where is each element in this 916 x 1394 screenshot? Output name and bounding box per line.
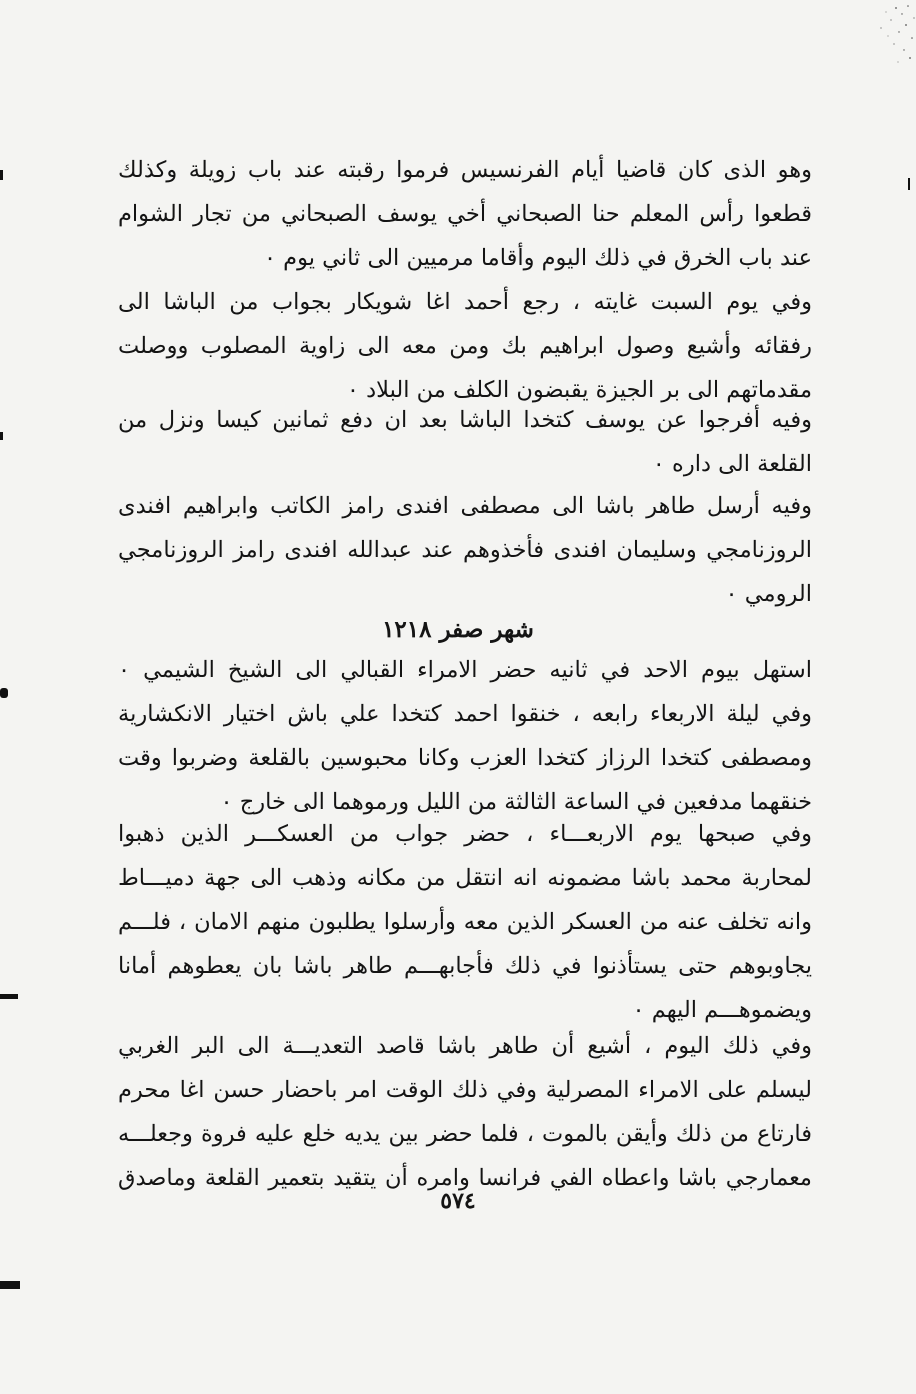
paragraph-7 <box>118 1024 812 1200</box>
margin-mark <box>0 994 18 999</box>
paragraph-4 <box>118 484 812 616</box>
text-line: وفي ذلك اليوم ، أشيع أن طاهر باشا قاصد التعديـــة الى البر الغربي <box>118 1033 812 1059</box>
scan-speckle-mark <box>836 0 916 70</box>
paragraph-5 <box>118 648 812 824</box>
text-line: فارتاع من ذلك وأيقن بالموت ، فلما حضر بين يديه خلع عليه فروة وجعلـــه <box>118 1121 812 1147</box>
text-line: قطعوا رأس المعلم حنا الصبحاني أخي يوسف الصبحاني من تجار الشوام <box>118 201 812 227</box>
text-line: رفقائه وأشيع وصول ابراهيم بك ومن معه الى زاوية المصلوب ووصلت <box>118 333 812 359</box>
margin-mark <box>0 1281 20 1289</box>
margin-mark <box>908 178 910 190</box>
text-line: معمارجي باشا واعطاه الفي فرانسا وامره أن يتقيد بتعمير القلعة وماصدق <box>118 1165 812 1191</box>
paragraph-6 <box>118 812 812 1032</box>
text-line: الروزنامجي وسليمان افندى فأخذوهم عند عبدالله افندى رامز الروزنامجي <box>118 537 812 563</box>
text-line: وفي يوم السبت غايته ، رجع أحمد اغا شويكار بجواب من الباشا الى <box>118 289 812 315</box>
paragraph-2 <box>118 280 812 412</box>
text-line: وفي ليلة الاربعاء رابعه ، خنقوا احمد كتخدا علي باش اختيار الانكشارية <box>118 701 812 727</box>
text-line: خنقهما مدفعين في الساعة الثالثة من الليل ورموهما الى خارج ٠ <box>220 789 812 815</box>
text-line: ليسلم على الامراء المصرلية وفي ذلك الوقت امر باحضار حسن اغا محرم <box>118 1077 812 1103</box>
text-line: ومصطفى كتخدا الرزاز كتخدا العزب وكانا محبوسين بالقلعة وضربوا وقت <box>118 745 812 771</box>
paragraph-1 <box>118 148 812 280</box>
text-line: يجاوبوهم حتى يستأذنوا في ذلك فأجابهـــم طاهر باشا بان يعطوهم أمانا <box>118 953 812 979</box>
text-line: مقدماتهم الى بر الجيزة يقبضون الكلف من البلاد ٠ <box>346 377 812 403</box>
text-line: الرومي ٠ <box>725 581 812 607</box>
text-line: استهل بيوم الاحد في ثانيه حضر الامراء القبالي الى الشيخ الشيمي ٠ <box>118 657 812 683</box>
margin-mark <box>0 688 8 698</box>
text-line: وفيه أفرجوا عن يوسف كتخدا الباشا بعد ان دفع ثمانين كيسا ونزل من <box>118 407 812 433</box>
text-line: وفيه أرسل طاهر باشا الى مصطفى افندى رامز الكاتب وابراهيم افندى <box>118 493 812 519</box>
page-number: ٥٧٤ <box>440 1188 476 1214</box>
margin-mark <box>0 170 3 180</box>
text-line: عند باب الخرق في ذلك اليوم وأقاما مرميين الى ثاني يوم ٠ <box>263 245 812 271</box>
section-heading: شهر صفر ١٢١٨ <box>382 616 534 643</box>
text-line: وفي صبحها يوم الاربعـــاء ، حضر جواب من العسكـــر الذين ذهبوا <box>118 821 812 847</box>
text-line: لمحاربة محمد باشا مضمونه انه انتقل من مكانه وذهب الى جهة دميـــاط <box>118 865 812 891</box>
text-line: وهو الذى كان قاضيا أيام الفرنسيس فرموا رقبته عند باب زويلة وكذلك <box>118 157 812 183</box>
text-line: القلعة الى داره ٠ <box>652 451 812 477</box>
text-line: وانه تخلف عنه من العسكر الذين معه وأرسلوا يطلبون منهم الامان ، فلـــم <box>118 909 812 935</box>
paragraph-3 <box>118 398 812 486</box>
margin-mark <box>0 432 3 440</box>
text-line: ويضموهـــم اليهم ٠ <box>632 997 812 1023</box>
